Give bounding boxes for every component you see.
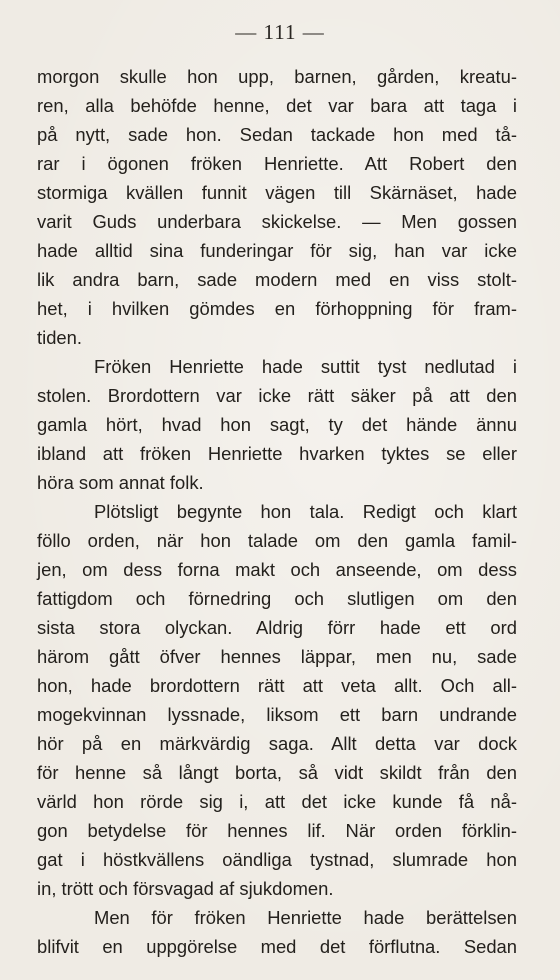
text-line: Fröken Henriette hade suttit tyst nedlutad i xyxy=(94,356,517,377)
text-line: hade alltid sina funderingar för sig, han var icke xyxy=(37,240,517,261)
text-line: hon, hade brordottern rätt att veta allt. Och all- xyxy=(37,675,517,696)
text-line: stolen. Brordottern var icke rätt säker på att den xyxy=(37,385,517,406)
text-line: höra som annat folk. xyxy=(37,472,204,493)
text-line: för henne så långt borta, så vidt skildt från den xyxy=(37,762,517,783)
text-line: härom gått öfver hennes läppar, men nu, sade xyxy=(37,646,517,667)
text-line: gamla hört, hvad hon sagt, ty det hände ännu xyxy=(37,414,517,435)
text-line: Men för fröken Henriette hade berättelsen xyxy=(94,907,517,928)
text-line: stormiga kvällen funnit vägen till Skärnäset, hade xyxy=(37,182,517,203)
text-line: in, trött och försvagad af sjukdomen. xyxy=(37,878,334,899)
text-line: gon betydelse för hennes lif. När orden förklin- xyxy=(37,820,517,841)
page-number: — 111 — xyxy=(235,20,325,44)
text-line: het, i hvilken gömdes en förhoppning för fram- xyxy=(37,298,517,319)
text-line: blifvit en uppgörelse med det förflutna. Sedan xyxy=(37,936,517,957)
text-line: föllo orden, när hon talade om den gamla famil- xyxy=(37,530,517,551)
text-line: rar i ögonen fröken Henriette. Att Robert den xyxy=(37,153,517,174)
text-line: jen, om dess forna makt och anseende, om dess xyxy=(37,559,517,580)
text-line: värld hon rörde sig i, att det icke kunde få nå- xyxy=(37,791,517,812)
text-line: fattigdom och förnedring och slutligen om den xyxy=(37,588,517,609)
text-line: hör på en märkvärdig saga. Allt detta var dock xyxy=(37,733,517,754)
text-line: morgon skulle hon upp, barnen, gården, kreatu- xyxy=(37,66,517,87)
text-line: Plötsligt begynte hon tala. Redigt och klart xyxy=(94,501,517,522)
text-line: på nytt, sade hon. Sedan tackade hon med tå- xyxy=(37,124,517,145)
body-text xyxy=(37,62,517,961)
text-line: ibland att fröken Henriette hvarken tyktes se eller xyxy=(37,443,517,464)
text-line: varit Guds underbara skickelse. — Men gossen xyxy=(37,211,517,232)
text-line: tiden. xyxy=(37,327,82,348)
text-line: mogekvinnan lyssnade, liksom ett barn undrande xyxy=(37,704,517,725)
text-line: ren, alla behöfde henne, det var bara att taga i xyxy=(37,95,517,116)
text-line: lik andra barn, sade modern med en viss stolt- xyxy=(37,269,517,290)
text-line: gat i höstkvällens oändliga tystnad, slumrade hon xyxy=(37,849,517,870)
text-line: sista stora olyckan. Aldrig förr hade ett ord xyxy=(37,617,517,638)
